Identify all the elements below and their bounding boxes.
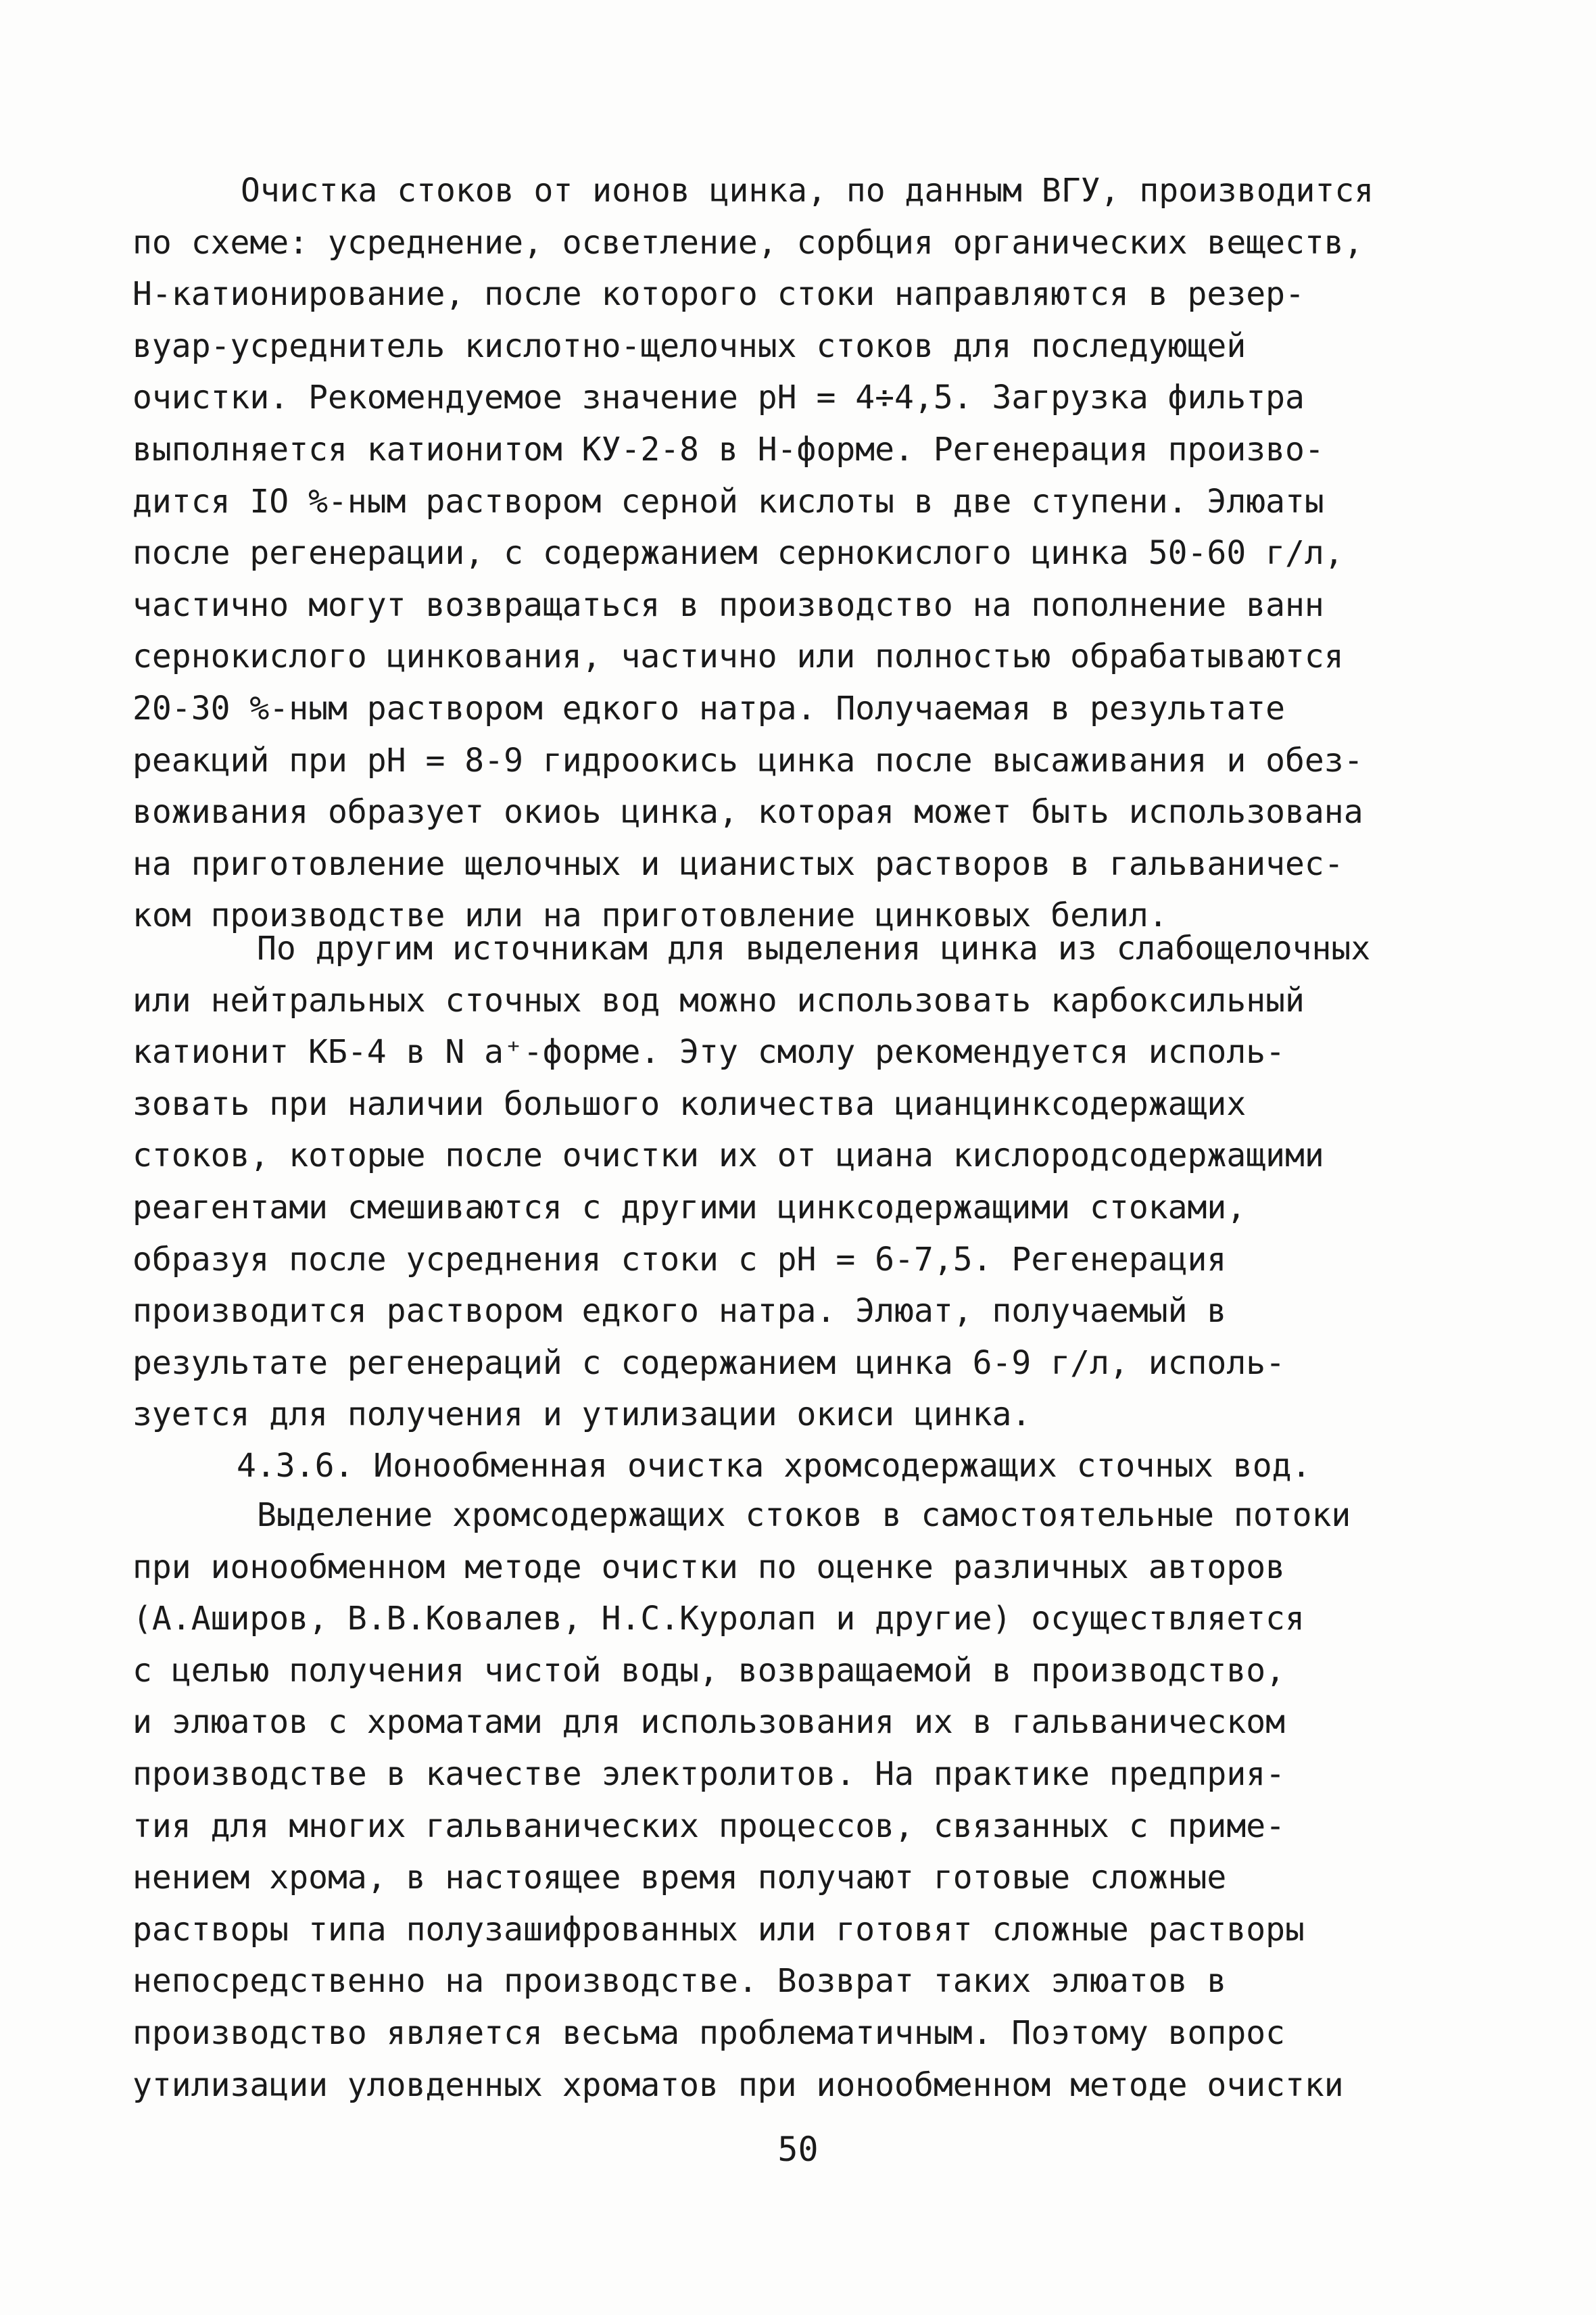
text-line: зовать при наличии большого количества цианцинксодержащих: [132, 1084, 1247, 1123]
text-line: или нейтральных сточных вод можно использовать карбоксильный: [132, 981, 1305, 1020]
paragraph-zinc-cleaning: [132, 165, 1491, 942]
text-line: производство является весьма проблематичным. Поэтому вопрос: [132, 2013, 1286, 2052]
page-number: 50: [777, 2130, 819, 2169]
text-line: с целью получения чистой воды, возвращаемой в производство,: [132, 1651, 1286, 1690]
text-line: сернокислого цинкования, частично или полностью обрабатываются: [132, 638, 1344, 676]
text-line: тия для многих гальванических процессов, связанных с приме-: [132, 1807, 1286, 1845]
text-line: выполняется катионитом КУ-2-8 в Н-форме. Регенерация произво-: [132, 430, 1324, 469]
text-line: стоков, которые после очистки их от циана кислородсодержащими: [132, 1137, 1324, 1175]
text-line: нением хрома, в настоящее время получают готовые сложные: [132, 1859, 1227, 1897]
text-line: катионит КБ-4 в N а⁺-форме. Эту смолу рекомендуется исполь-: [132, 1033, 1286, 1072]
text-line: вуар-усреднитель кислотно-щелочных стоков для последующей: [132, 327, 1247, 365]
text-line: и элюатов с хроматами для использования их в гальваническом: [132, 1703, 1286, 1742]
text-line: Очистка стоков от ионов цинка, по данным ВГУ, производится: [241, 172, 1374, 210]
paragraph-carboxyl-cationite: [132, 923, 1491, 1441]
section-heading: 4.3.6. Ионообменная очистка хромсодержащих сточных вод.: [237, 1447, 1311, 1485]
text-line: непосредственно на производстве. Возврат таких элюатов в: [132, 1962, 1227, 2001]
text-line: утилизации уловденных хроматов при ионообменном методе очистки: [132, 2066, 1344, 2104]
text-line: при ионообменном методе очистки по оценке различных авторов: [132, 1548, 1286, 1586]
text-line: очистки. Рекомендуемое значение pH = 4÷4,5. Загрузка фильтра: [132, 379, 1305, 417]
text-line: Выделение хромсодержащих стоков в самостоятельные потоки: [257, 1496, 1351, 1534]
text-line: ком производстве или на приготовление цинковых белил.: [132, 897, 1168, 935]
text-line: воживания образует окиоь цинка, которая может быть использована: [132, 793, 1363, 832]
text-line: по схеме: усреднение, осветление, сорбция органических веществ,: [132, 223, 1363, 262]
text-line: Н-катионирование, после которого стоки направляются в резер-: [132, 275, 1305, 314]
text-line: результате регенераций с содержанием цинка 6-9 г/л, исполь-: [132, 1343, 1286, 1382]
paragraph-chrome-cleaning: [132, 1489, 1491, 2111]
text-line: реагентами смешиваются с другими цинксодержащими стоками,: [132, 1188, 1247, 1226]
text-line: производстве в качестве электролитов. На практике предприя-: [132, 1755, 1286, 1793]
text-line: реакций при pH = 8-9 гидроокись цинка после высаживания и обез-: [132, 741, 1363, 780]
text-line: По другим источникам для выделения цинка из слабощелочных: [257, 930, 1371, 968]
text-line: частично могут возвращаться в производство на пополнение ванн: [132, 586, 1324, 624]
text-line: дится IO %-ным раствором серной кислоты в две ступени. Элюаты: [132, 482, 1324, 521]
text-line: после регенерации, с содержанием сернокислого цинка 50-60 г/л,: [132, 534, 1344, 573]
text-line: растворы типа полузашифрованных или готовят сложные растворы: [132, 1910, 1305, 1949]
text-line: на приготовление щелочных и цианистых растворов в гальваничес-: [132, 844, 1344, 883]
text-line: зуется для получения и утилизации окиси цинка.: [132, 1395, 1032, 1434]
text-line: производится раствором едкого натра. Элюат, получаемый в: [132, 1292, 1227, 1331]
text-line: 20-30 %-ным раствором едкого натра. Получаемая в результате: [132, 689, 1286, 727]
text-line: образуя после усреднения стоки с pH = 6-7,5. Регенерация: [132, 1240, 1227, 1279]
text-line: (А.Аширов, В.В.Ковалев, Н.С.Куролап и другие) осуществляется: [132, 1600, 1305, 1638]
